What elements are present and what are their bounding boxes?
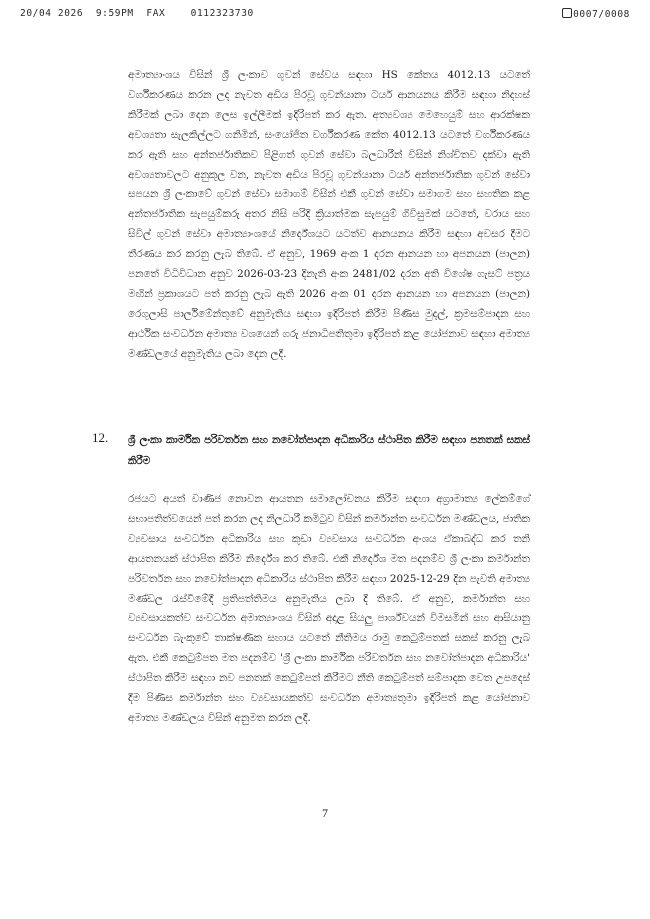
page-number: 7 (322, 806, 328, 820)
fax-label: FAX (146, 8, 166, 19)
fax-page-box-icon (562, 8, 572, 18)
fax-header-right (562, 8, 630, 20)
fax-number: 0112323730 (190, 8, 254, 19)
fax-header-left (20, 8, 254, 19)
fax-header (20, 8, 630, 24)
paragraph-1: අමාත්‍යාංශය විසින් ශ්‍රී ලංකාව ගුවන් සේවය සඳහා HS කේතය 4012.13 යටතේ වර්ගීකරණය කරන ලද නැවත අඩිය පිරවූ ගුවන්යානා ටයර් ආනයනය කිරීම සඳහා නිදහස් කිරීමක් ලබා දෙන ලෙස ඉල්ලීමක් ඉදිරිපත් කර ඇත. අත්‍යවශ්‍ය මෙහෙයුම් සහ ආරක්ෂක අවශ්‍යතා සැලකිල්ලට ගනිමින්, සංයෝජිත වර්ගීකරණ කේත 4012.13 යටතේ වර්ගීකරණය කර ඇති සහ අන්තර්ජාතිකව පිළිගත් ගුවන් සේවා බලධාරීන් විසින් නිශ්චිතව දක්වා ඇති අවශ්‍යතාවලට අනුකූල වන, නැවත අඩිය පිරවූ ගුවන්යානා ටයර් අන්තර්ජාතික ගුවන් සේවා සපයන ශ්‍රී ලංකාවේ ගුවන් සේවා සමාගම් විසින් එකී ගුවන් සේවා සමාගම සහ සහතික කළ අන්තර්ජාතික සැපයුම්කරු අතර නිසි පරිදි ක්‍රියාත්මක සැපයුම් ගිවිසුමක් යටතේ, වරාය සහ සිවිල් ගුවන් සේවා අමාත්‍යාංශයේ නිර්දේශයට යටත්ව ආනයනය කිරීම සඳහා අවසර දීමට තීරණය කර කරනු ලැබ තිබේ. ඒ අනුව, 1969 අංක 1 දරන ආනයන හා අපනයන (පාලන) පනතේ විධිවිධාන අනුව 2026-03-23 දිනැති අංක 2481/02 දරන අති විශේෂ ගැසට් පත්‍රය මඟින් ප්‍රකාශයට පත් කරනු ලැබ ඇති 2026 අංක 01 දරන ආනයන හා අපනයන (පාලන) රෙගුලාසි පාර්ලිමේන්තුවේ අනුමැතිය සඳහා ඉදිරිපත් කිරීම පිණිස මුදල්, ක්‍රමසම්පාදන සහ ආර්ථික සංවර්ධන අමාත්‍ය වශයෙන් ගරු ජනාධිපතිතුමා ඉදිරිපත් කළ යෝජනාව සඳහා අමාත්‍ය මණ්ඩලයේ අනුමැතිය ලබා දෙන ලදී. (128, 69, 530, 360)
section-body: රජයට අයත් වාණිජ නොවන ආයතන සමාලෝචනය කිරීම සඳහා අග්‍රාමාත්‍ය ලේකම්ගේ සභාපතිත්වයෙන් පත් කරන ලද නිලධාරී කමිටුව විසින් කර්මාන්ත සංවර්ධන මණ්ඩලය, ජාතික ව්‍යවසාය සංවර්ධන අධිකාරිය සහ කුඩා ව්‍යවසාය සංවර්ධන අංශය ඒකාබද්ධ කර තනි ආයතනයක් ස්ථාපිත කිරීම නිර්දේශ කර තිබේ. එකී නිර්දේශ මත පදනම්ව ශ්‍රී ලංකා කර්මාන්ත පරිවර්තන සහ නවෝත්පාදන අධිකාරිය ස්ථාපිත කිරීම සඳහා 2025-12-29 දින පැවති අමාත්‍ය මණ්ඩල රැස්වීමේදී ප්‍රතිපත්තිමය අනුමැතිය ලබා දී තිබේ. ඒ අනුව, කර්මාන්ත සහ ව්‍යවසායකත්ව සංවර්ධන අමාත්‍යාංශය විසින් අදාළ සියලු පාර්ශ්වයන් විමසමින් සහ ආසියානු සංවර්ධන බැංකුවේ තාක්ෂණික සහාය යටතේ නීතිමය රාමු කෙටුම්පතක් සකස් කරනු ලැබ ඇත. එකී කෙටුම්පත මත පදනම්ව 'ශ්‍රී ලංකා කාර්මික පරිවර්තන සහ නවෝත්පාදන අධිකාරිය' ස්ථාපිත කිරීම සඳහා නව පනතක් කෙටුම්පත් කිරීමට නීති කෙටුම්පත් සම්පාදක වෙත උපදෙස් දීම පිණිස කර්මාන්ත සහ ව්‍යවසායකත්ව සංවර්ධන අමාත්‍යතුමා ඉදිරිපත් කළ යෝජනාව අමාත්‍ය මණ්ඩලය විසින් අනුමත කරන ලදී. (128, 493, 530, 724)
fax-datetime: 20/04 2026 9:59PM (20, 8, 134, 19)
fax-page-counter: 0007/0008 (573, 9, 630, 20)
section-number: 12. (92, 430, 109, 445)
section-title: ශ්‍රී ලංකා කාර්මික පරිවර්තන සහ නවෝත්පාදන අධිකාරිය ස්ථාපිත කිරීම සඳහා පනතක් සකස් කිරීම (128, 434, 530, 467)
